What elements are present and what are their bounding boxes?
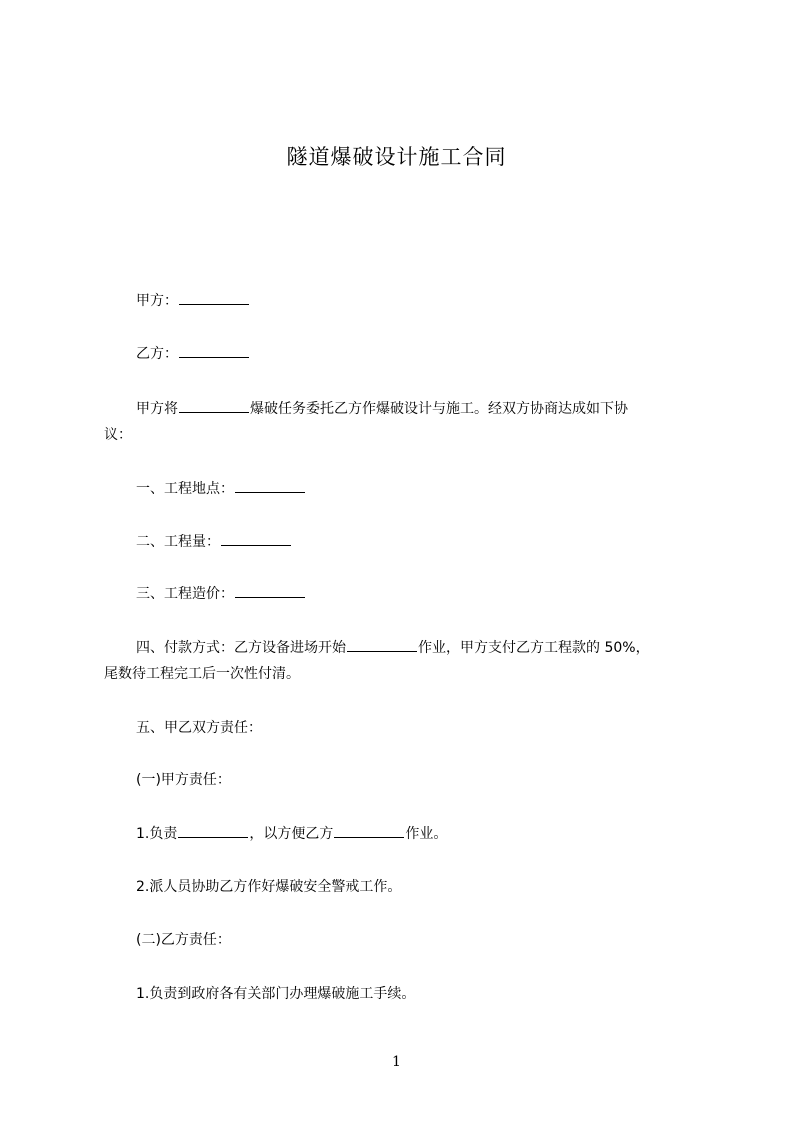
intro-text-3: 议： bbox=[104, 427, 132, 443]
intro-line-1 bbox=[104, 396, 736, 422]
clause-2-blank bbox=[221, 530, 291, 546]
clause-5-line bbox=[104, 715, 736, 741]
party-a-duty-1-line bbox=[104, 821, 736, 847]
party-a-duty-1-text-1: 1.负责 bbox=[136, 826, 178, 842]
party-a-duty-1-text-3: 作业。 bbox=[405, 826, 448, 842]
intro-text-1: 甲方将 bbox=[136, 401, 178, 417]
clause-1-label: 一、工程地点： bbox=[136, 481, 234, 497]
clause-4-text-1: 四、付款方式：乙方设备进场开始 bbox=[136, 640, 346, 656]
clause-4-blank bbox=[347, 636, 417, 652]
party-b-blank bbox=[179, 342, 249, 358]
party-a-duty-2-line bbox=[104, 874, 736, 900]
party-a-line bbox=[104, 288, 736, 314]
party-a-duty-1-text-2: ，以方便乙方 bbox=[249, 826, 334, 842]
intro-text-2: 爆破任务委托乙方作爆破设计与施工。经双方协商达成如下协 bbox=[250, 401, 628, 417]
clause-1-blank bbox=[235, 477, 305, 493]
party-a-blank bbox=[179, 289, 249, 305]
party-a-label: 甲方： bbox=[136, 293, 178, 309]
clause-2-line bbox=[104, 529, 736, 555]
party-b-duties-label: (二)乙方责任： bbox=[136, 932, 231, 948]
party-a-duty-2-text: 2.派人员协助乙方作好爆破安全警戒工作。 bbox=[136, 879, 402, 895]
intro-blank bbox=[179, 397, 249, 413]
party-a-duty-1-blank-2 bbox=[334, 822, 404, 838]
clause-3-blank bbox=[235, 582, 305, 598]
page-number: 1 bbox=[392, 1054, 401, 1070]
clause-3-line bbox=[104, 581, 736, 607]
clause-4-text-3: 尾数待工程完工后一次性付清。 bbox=[104, 666, 300, 682]
clause-4-line-1 bbox=[104, 635, 736, 661]
document-title: 隧道爆破设计施工合同 bbox=[286, 145, 507, 169]
intro-line-2 bbox=[104, 422, 704, 448]
party-a-duties-label: (一)甲方责任： bbox=[136, 772, 231, 788]
party-a-duties-heading bbox=[104, 767, 736, 793]
party-b-line bbox=[104, 341, 736, 367]
clause-3-label: 三、工程造价： bbox=[136, 586, 234, 602]
clause-4-line-2 bbox=[104, 661, 704, 687]
clause-5-label: 五、甲乙双方责任： bbox=[136, 720, 262, 736]
clause-2-label: 二、工程量： bbox=[136, 534, 220, 550]
party-b-label: 乙方： bbox=[136, 346, 178, 362]
party-b-duties-heading bbox=[104, 927, 736, 953]
party-b-duty-1-text: 1.负责到政府各有关部门办理爆破施工手续。 bbox=[136, 986, 416, 1002]
clause-1-line bbox=[104, 476, 736, 502]
clause-4-text-2: 作业，甲方支付乙方工程款的 50%， bbox=[418, 640, 650, 656]
party-a-duty-1-blank-1 bbox=[178, 822, 248, 838]
party-b-duty-1-line bbox=[104, 981, 736, 1007]
